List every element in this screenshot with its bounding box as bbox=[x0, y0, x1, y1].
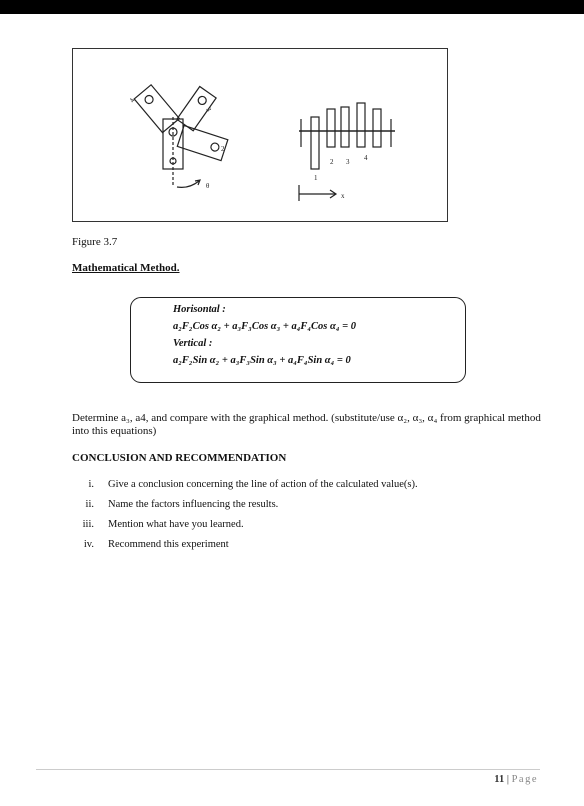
disc-1 bbox=[311, 117, 319, 169]
list-item bbox=[72, 539, 532, 559]
list-number: iv. bbox=[83, 539, 94, 550]
horizontal-label: Horisontal : bbox=[173, 304, 226, 315]
disc-2 bbox=[327, 109, 335, 147]
figure-diagram bbox=[73, 49, 449, 223]
horizontal-equation: a₂F₂Cos α₂ + a₃F₃Cos α₃ + a₄F₄Cos α₄ = 0 bbox=[173, 321, 356, 332]
list-text: Name the factors influencing the results. bbox=[108, 499, 279, 510]
instruction-paragraph: Determine a₃, a4, and compare with the graphical method. (substitute/use α₂, α₃, α₄ from graphical method into this equations) bbox=[72, 412, 541, 437]
recommendation-list bbox=[72, 479, 532, 559]
conclusion-heading: CONCLUSION AND RECOMMENDATION bbox=[72, 452, 287, 464]
list-item bbox=[72, 479, 532, 499]
theta-arrow bbox=[177, 181, 199, 187]
equation-box bbox=[130, 297, 466, 383]
list-text: Give a conclusion concerning the line of action of the calculated value(s). bbox=[108, 479, 418, 490]
list-number: i. bbox=[88, 479, 94, 490]
page-word: Page bbox=[511, 774, 538, 785]
plate-2 bbox=[177, 125, 228, 160]
list-item bbox=[72, 519, 532, 539]
label-r3: 3 bbox=[346, 158, 350, 166]
list-number: ii. bbox=[85, 499, 94, 510]
label-x: x bbox=[341, 192, 345, 200]
top-black-bar bbox=[0, 0, 584, 14]
label-theta: θ bbox=[206, 182, 210, 190]
page-number bbox=[494, 774, 538, 785]
vertical-equation: a₂F₂Sin α₂ + a₃F₃Sin α₃ + a₄F₄Sin α₄ = 0 bbox=[173, 355, 351, 366]
figure-caption: Figure 3.7 bbox=[72, 236, 118, 248]
label-r1: 1 bbox=[314, 174, 318, 182]
label-2: 2 bbox=[221, 145, 225, 153]
plate-4 bbox=[134, 85, 179, 133]
page-separator: | bbox=[504, 774, 512, 785]
label-3: 3 bbox=[204, 106, 213, 114]
list-number: iii. bbox=[82, 519, 94, 530]
footer-rule bbox=[36, 769, 540, 770]
math-method-heading: Mathematical Method. bbox=[72, 262, 180, 274]
page-number-value: 11 bbox=[494, 774, 505, 785]
label-r4: 4 bbox=[364, 154, 368, 162]
label-4: 4 bbox=[127, 96, 137, 104]
vertical-label: Vertical : bbox=[173, 338, 213, 349]
disc-4 bbox=[357, 103, 365, 147]
disc-5 bbox=[373, 109, 381, 147]
disc-3 bbox=[341, 107, 349, 147]
label-r2: 2 bbox=[330, 158, 334, 166]
figure-box bbox=[72, 48, 448, 222]
list-item bbox=[72, 499, 532, 519]
list-text: Recommend this experiment bbox=[108, 539, 229, 550]
list-text: Mention what have you learned. bbox=[108, 519, 244, 530]
